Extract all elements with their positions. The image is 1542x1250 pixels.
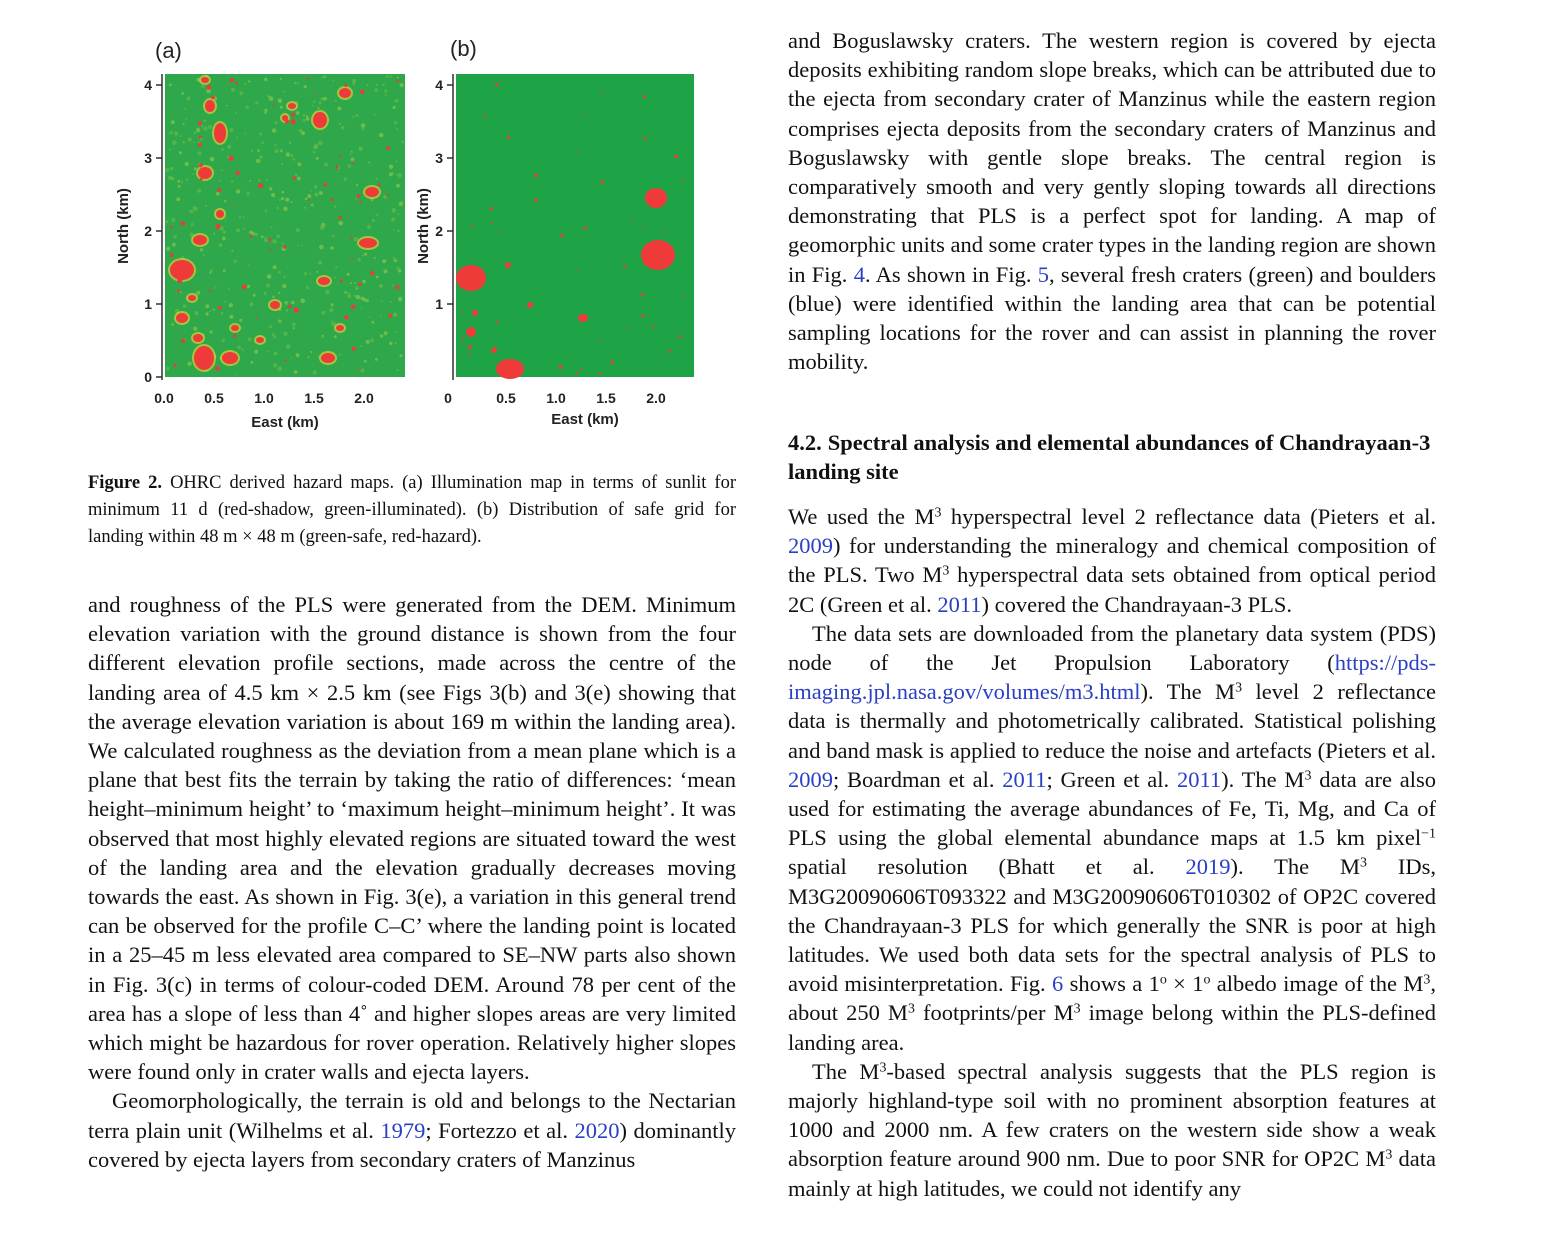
b-y-tick: 1: [435, 296, 443, 312]
b-y-tick: 2: [435, 223, 443, 239]
hazard-speck: [501, 80, 502, 81]
shadow-speck: [395, 285, 399, 289]
shadow-speck: [256, 317, 258, 319]
a-x-tick: 0.0: [154, 390, 174, 406]
shadow-speck: [360, 90, 364, 94]
shadow-speck: [170, 253, 174, 257]
b-x-tick: 0: [444, 390, 452, 406]
hazard-speck: [499, 233, 500, 234]
left-column: [88, 590, 736, 1174]
caption-text: OHRC derived hazard maps. (a) Illumination map in terms of sunlit for minimum 11 d (red-shadow, green-illuminated). (b) Distribution of safe grid for landing within 48 m × 48 m (green-safe, red-hazard).: [88, 473, 737, 547]
a-x-tick: 1.5: [304, 390, 324, 406]
shadow-speck: [288, 305, 291, 308]
hazard-speck: [580, 369, 582, 371]
b-x-tick: 0.5: [496, 390, 516, 406]
b-x-tick: 1.0: [546, 390, 566, 406]
shadow-speck: [209, 290, 211, 292]
shadow-speck: [215, 366, 220, 371]
panel-a-label: (a): [155, 38, 182, 63]
shadow-blob: [336, 325, 344, 331]
panel-b: [415, 36, 694, 428]
shadow-speck: [177, 278, 182, 283]
a-y-tick: 1: [144, 296, 152, 312]
hazard-blob: [466, 327, 476, 337]
hazard-blob: [505, 262, 511, 268]
shadow-blob: [288, 103, 296, 109]
shadow-speck: [198, 121, 202, 125]
hazard-speck: [598, 340, 600, 342]
shadow-speck: [344, 84, 347, 87]
citation-link[interactable]: 2019: [1185, 854, 1231, 880]
shadow-speck: [291, 120, 296, 125]
shadow-blob: [188, 295, 196, 301]
hazard-speck: [507, 136, 510, 139]
hazard-speck: [462, 339, 464, 341]
panel-b-label: (b): [450, 36, 477, 61]
shadow-speck: [181, 339, 185, 343]
shadow-blob: [365, 187, 379, 197]
shadow-blob: [313, 112, 327, 128]
shadow-speck: [206, 85, 211, 90]
shadow-speck: [344, 315, 349, 320]
citation-link[interactable]: 2011: [1002, 766, 1047, 792]
hazard-speck: [462, 311, 464, 313]
shadow-speck: [351, 237, 353, 239]
shadow-speck: [258, 183, 263, 188]
shadow-blob: [198, 167, 212, 179]
shadow-speck: [250, 235, 253, 238]
shadow-blob: [321, 353, 335, 363]
left-paragraph-2: Geomorphologically, the terrain is old and belongs to the Nectarian terra plain unit (Wilhelms et al. 1979; Fortezzo et al. 2020) dominantly covered by ejecta layers from secondary craters of Manzinus: [88, 1088, 736, 1172]
left-paragraph-1: and roughness of the PLS were generated from the DEM. Minimum elevation variation with the ground distance is shown from the four different elevation profile sections, made across the centre of the landing area of 4.5 km × 2.5 km (see Figs 3(b) and 3(e) showing that the average elevation variation is about 169 m within the landing area). We calculated roughness as the deviation from a mean plane which is a plane that best fits the terrain by taking the ratio of differences: ‘mean height–minimum height’ to ‘maximum height–minimum height’. It was observed that most highly elevated regions are situated toward the west of the landing area and the elevation gradually decreases moving towards the east. As shown in Fig. 3(e), a variation in this general trend can be observed for the profile C–C’ where the landing point is located in a 25–45 m less elevated area compared to SE–NW parts also shown in Fig. 3(c) in terms of colour-coded DEM. Around 78 per cent of the area has a slope of less than 4˚ and higher slopes areas are very limited which might be hazardous for rover operation. Relatively higher slopes were found only in crater walls and ejecta layers.: [88, 592, 736, 1085]
shadow-blob: [231, 325, 239, 331]
shadow-speck: [242, 285, 247, 290]
hazard-speck: [550, 112, 551, 113]
shadow-speck: [204, 360, 209, 365]
shadow-speck: [235, 82, 238, 85]
hazard-speck: [584, 227, 587, 230]
hazard-speck: [663, 230, 665, 232]
figure-2: [110, 28, 710, 438]
panel-b-y-label: North (km): [415, 188, 432, 264]
hazard-speck: [534, 174, 538, 178]
a-y-tick: 0: [144, 369, 152, 385]
shadow-blob: [205, 100, 215, 112]
citation-link[interactable]: 1979: [380, 1117, 426, 1143]
shadow-blob: [193, 235, 207, 245]
hazard-speck: [627, 326, 629, 328]
hazard-blob: [527, 302, 533, 308]
shadow-speck: [351, 258, 353, 260]
hazard-speck: [490, 207, 493, 210]
hazard-speck: [560, 234, 563, 237]
shadow-blob: [216, 210, 224, 218]
citation-link[interactable]: 2009: [788, 533, 833, 559]
hazard-speck: [682, 180, 684, 182]
shadow-speck: [386, 146, 390, 150]
hazard-speck: [484, 115, 486, 117]
a-y-tick: 2: [144, 223, 152, 239]
a-x-tick: 1.0: [254, 390, 274, 406]
shadow-speck: [331, 198, 334, 201]
shadow-speck: [273, 103, 275, 105]
shadow-blob: [194, 346, 214, 370]
shadow-speck: [285, 360, 287, 362]
shadow-speck: [170, 226, 173, 229]
right-paragraph-2: We used the $M^3$ hyperspectral level 2 reflectance data (Pieters et al. 2009) for understanding the mineralogy and chemical composition of the PLS. Two $M^3$ hyperspectral data sets obtained from optical period 2C (Green et al. 2011) covered the Chandrayaan-3 PLS.: [788, 504, 1436, 617]
hazard-blob: [641, 240, 675, 270]
shadow-speck: [217, 188, 221, 192]
hazard-speck: [610, 361, 613, 364]
figure-link[interactable]: 6: [1052, 971, 1064, 997]
hazard-blob: [472, 310, 478, 316]
shadow-blob: [201, 77, 209, 83]
hazard-speck: [682, 296, 684, 298]
hazard-speck: [468, 345, 472, 349]
shadow-speck: [359, 201, 361, 203]
b-x-tick: 2.0: [646, 390, 666, 406]
shadow-speck: [233, 334, 236, 337]
shadow-speck: [396, 79, 399, 82]
hazard-speck: [576, 270, 577, 271]
hazard-speck: [576, 372, 578, 374]
hazard-speck: [471, 225, 473, 227]
hazard-speck: [559, 365, 563, 369]
right-column-top: [788, 26, 1436, 376]
shadow-blob: [193, 334, 203, 342]
hazard-maps-figure: [110, 28, 710, 438]
shadow-speck: [291, 113, 295, 117]
shadow-speck: [198, 143, 202, 147]
shadow-speck: [314, 92, 316, 94]
shadow-speck: [218, 306, 222, 310]
hazard-blob: [491, 347, 497, 353]
b-y-tick: 3: [435, 150, 443, 166]
section-number: 4.2.: [788, 430, 822, 455]
hazard-speck: [631, 220, 632, 221]
shadow-speck: [307, 77, 309, 79]
hazard-speck: [652, 326, 654, 328]
hazard-blob: [496, 359, 524, 379]
shadow-speck: [200, 178, 203, 181]
shadow-blob: [214, 123, 226, 143]
shadow-blob: [270, 301, 280, 309]
shadow-blob: [339, 88, 351, 98]
panel-b-x-label: East (km): [551, 411, 619, 428]
pds-url-link[interactable]: https://pds-imaging.jpl.nasa.gov/volumes/m3.html: [788, 650, 1436, 705]
shadow-blob: [176, 313, 188, 323]
hazard-speck: [491, 222, 493, 224]
shadow-speck: [216, 224, 221, 229]
section-title: Spectral analysis and elemental abundances of Chandrayaan-3 landing site: [788, 430, 1431, 485]
section-heading: [788, 428, 1436, 486]
shadow-speck: [352, 347, 356, 351]
shadow-speck: [177, 290, 180, 293]
shadow-speck: [386, 194, 388, 196]
hazard-blob: [578, 314, 588, 322]
a-y-tick: 3: [144, 150, 152, 166]
right-paragraph-1: and Boguslawsky craters. The western region is covered by ejecta deposits exhibiting random slope breaks, which can be attributed due to the ejecta from secondary crater of Manzinus while the eastern region comprises ejecta deposits from the secondary craters of Manzinus and Boguslawsky with gentle slope breaks. The central region is comparatively smooth and very gently sloping towards all directions demonstrating that PLS is a perfect spot for landing. A map of geomorphic units and some crater types in the landing region are shown in Fig. 4. As shown in Fig. 5, several fresh craters (green) and boulders (blue) were identified within the landing area that can be potential sampling locations for the rover and can assist in planning the rover mobility.: [788, 28, 1436, 375]
shadow-speck: [352, 162, 354, 164]
shadow-speck: [285, 119, 289, 123]
shadow-speck: [283, 245, 286, 248]
hazard-speck: [469, 353, 471, 355]
shadow-speck: [335, 166, 338, 169]
shadow-speck: [174, 364, 177, 367]
shadow-speck: [181, 221, 185, 225]
a-x-tick: 2.0: [354, 390, 374, 406]
shadow-speck: [359, 369, 361, 371]
citation-link[interactable]: 2011: [937, 591, 982, 617]
hazard-speck: [599, 372, 602, 375]
hazard-speck: [577, 150, 578, 151]
hazard-speck: [534, 199, 538, 203]
hazard-speck: [623, 265, 626, 268]
shadow-speck: [211, 96, 215, 100]
right-paragraph-4: The $M^3$-based spectral analysis suggests that the PLS region is majorly highland-type soil with no prominent absorption features at 1000 and 2000 nm. A few craters on the western side show a weak absorption feature around 900 nm. Due to poor SNR for OP2C $M^3$ data mainly at high latitudes, we could not identify any: [788, 1058, 1436, 1201]
shadow-speck: [199, 163, 203, 167]
hazard-speck: [643, 95, 646, 98]
shadow-blob: [359, 238, 377, 248]
a-y-tick: 4: [144, 77, 152, 93]
shadow-blob: [170, 260, 194, 280]
shadow-speck: [235, 357, 238, 360]
hazard-speck: [674, 155, 678, 159]
shadow-speck: [229, 78, 233, 82]
right-paragraph-3: The data sets are downloaded from the planetary data system (PDS) node of the Jet Propulsion Laboratory (https://pds-imaging.jpl.nasa.gov/volumes/m3.html). The $M^3$ level 2 reflectance data is thermally and photometrically calibrated. Statistical polishing and band mask is applied to reduce the noise and artefacts (Pieters et al. 2009; Boardman et al. 2011; Green et al. 2011). The $M^3$ data are also used for estimating the average abundances of Fe, Ti, Mg, and Ca of PLS using the global elemental abundance maps at 1.5 km pixel$^{-1}$ spatial resolution (Bhatt et al. 2019). The $M^3$ IDs, M3G20090606T093322 and M3G20090606T010302 of OP2C covered the Chandrayaan-3 PLS for which generally the SNR is poor at high latitudes. We used both data sets for the spectral analysis of PLS to avoid misinterpretation. Fig. 6 shows a $1^o \times 1^o$ albedo image of the $M^3$, about 250 $M^3$ footprints/per $M^3$ image belong within the PLS-defined landing area.: [788, 620, 1437, 1055]
hazard-speck: [644, 137, 647, 140]
shadow-speck: [370, 271, 374, 275]
citation-link[interactable]: 2009: [788, 766, 833, 792]
figure-link[interactable]: 4: [853, 261, 865, 287]
hazard-speck: [495, 83, 498, 86]
shadow-speck: [269, 238, 272, 241]
hazard-speck: [496, 321, 499, 324]
hazard-speck: [641, 293, 644, 296]
hazard-speck: [641, 314, 644, 317]
shadow-speck: [308, 199, 310, 201]
citation-link[interactable]: 2011: [1176, 766, 1222, 792]
shadow-speck: [324, 183, 328, 187]
shadow-speck: [377, 183, 380, 186]
hazard-speck: [601, 181, 604, 184]
shadow-speck: [351, 304, 355, 308]
hazard-blob: [645, 188, 667, 208]
hazard-speck: [679, 335, 682, 338]
right-column-bottom: [788, 502, 1436, 1203]
figure-caption: [88, 470, 736, 551]
a-x-tick: 0.5: [204, 390, 224, 406]
b-x-tick: 1.5: [596, 390, 616, 406]
shadow-speck: [388, 314, 392, 318]
citation-link[interactable]: 2020: [574, 1117, 620, 1143]
shadow-speck: [269, 249, 271, 251]
hazard-speck: [669, 350, 672, 353]
shadow-speck: [357, 194, 361, 198]
panel-a: [115, 38, 405, 431]
safe-grid-map: [456, 74, 694, 377]
shadow-speck: [358, 283, 361, 286]
shadow-speck: [236, 171, 240, 175]
shadow-blob: [318, 277, 330, 285]
shadow-speck: [199, 136, 202, 139]
shadow-speck: [294, 308, 299, 313]
shadow-speck: [233, 204, 235, 206]
shadow-speck: [340, 279, 343, 282]
b-y-tick: 4: [435, 77, 443, 93]
hazard-speck: [585, 114, 587, 116]
shadow-speck: [339, 216, 342, 219]
hazard-blob: [456, 265, 486, 291]
shadow-speck: [293, 176, 296, 179]
hazard-speck: [601, 93, 603, 95]
panel-a-x-label: East (km): [251, 414, 319, 431]
shadow-blob: [256, 337, 264, 343]
hazard-speck: [644, 227, 645, 228]
figure-link[interactable]: 5: [1037, 261, 1049, 287]
panel-a-y-label: North (km): [115, 188, 132, 264]
shadow-speck: [229, 156, 234, 161]
shadow-speck: [340, 155, 342, 157]
caption-label: Figure 2.: [88, 473, 163, 493]
